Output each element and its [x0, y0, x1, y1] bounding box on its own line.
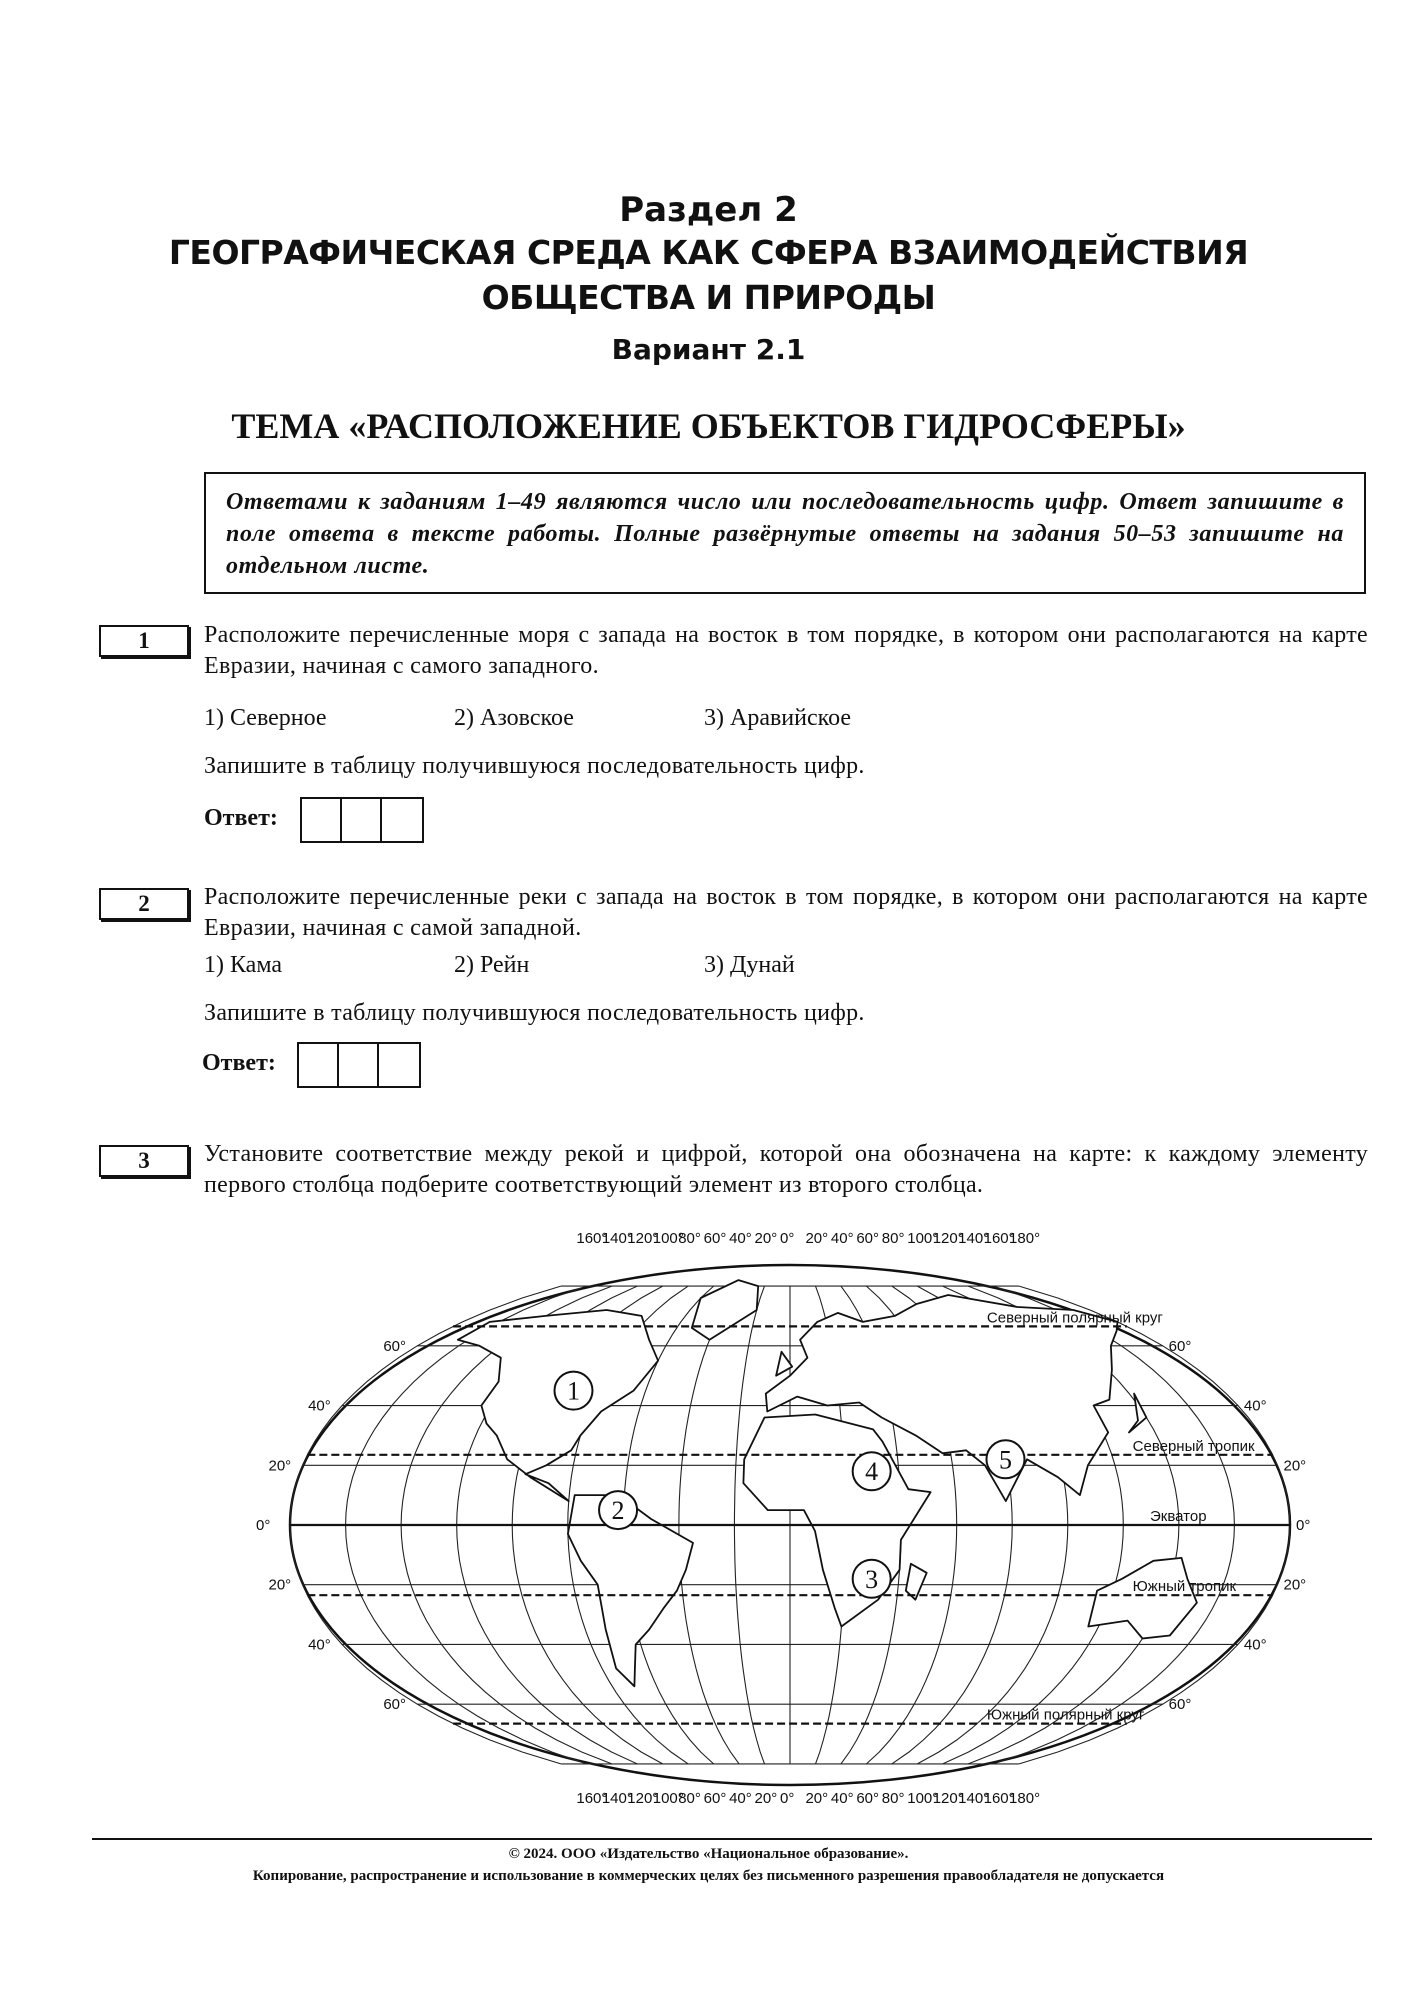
top-longitude-label: 120° [627, 1230, 659, 1247]
top-longitude-label: 40° [830, 1230, 854, 1247]
top-longitude-label: 160° [983, 1230, 1015, 1247]
bottom-longitude-label: 40° [830, 1790, 854, 1807]
answer-cell[interactable] [339, 1044, 379, 1086]
task-2-option-2: 2) Рейн [454, 952, 530, 978]
top-longitude-label: 160° [576, 1230, 608, 1247]
left-latitude-label: 0° [256, 1517, 271, 1534]
world-map-graphic [250, 1225, 1330, 1815]
top-longitude-label: 0° [780, 1230, 795, 1247]
arctic-circle-line-label: Северный полярный круг [986, 1309, 1163, 1327]
task-2-option-3: 3) Дунай [704, 952, 795, 978]
task-2-answer-field[interactable] [297, 1042, 421, 1088]
equator-line-label: Экватор [1150, 1508, 1207, 1525]
top-longitude-label: 60° [703, 1230, 727, 1247]
instructions-box: Ответами к заданиям 1–49 являются число или последовательность цифр. Ответ запишите в поле ответа в тексте работы. Полные развёрнутые ответы на задания 50–53 запишите на отдельном листе. [204, 472, 1366, 594]
world-map [250, 1225, 1330, 1815]
task-3-text: Установите соответствие между рекой и цифрой, которой она обозначена на карте: к каждому элементу первого столбца подберите соответствующий элемент из второго столбца. [204, 1141, 1368, 1198]
left-latitude-label: 20° [268, 1576, 292, 1594]
variant-label: Вариант 2.1 [611, 333, 806, 366]
right-latitude-label: 0° [1296, 1517, 1311, 1534]
antarctic-circle-line-label: Южный полярный круг [986, 1706, 1145, 1724]
topic-heading: ТЕМА «РАСПОЛОЖЕНИЕ ОБЪЕКТОВ ГИДРОСФЕРЫ» [231, 406, 1186, 446]
bottom-longitude-label: 120° [627, 1790, 659, 1807]
task-1-option-1: 1) Северное [204, 705, 327, 731]
answer-cell[interactable] [342, 799, 382, 841]
top-longitude-label: 20° [805, 1230, 829, 1247]
task-1-option-3: 3) Аравийское [704, 705, 852, 731]
left-latitude-label: 60° [383, 1696, 407, 1714]
bottom-longitude-label: 0° [780, 1790, 795, 1807]
bottom-longitude-label: 80° [678, 1790, 701, 1807]
top-longitude-label: 60° [856, 1230, 880, 1247]
bottom-longitude-label: 60° [703, 1790, 727, 1807]
top-longitude-label: 80° [678, 1230, 701, 1247]
australia-outline [1088, 1558, 1197, 1639]
left-latitude-label: 20° [268, 1457, 292, 1475]
section-title-line1: ГЕОГРАФИЧЕСКАЯ СРЕДА КАК СФЕРА ВЗАИМОДЕЙСТВИЯ [168, 233, 1249, 272]
bottom-longitude-label: 100° [907, 1790, 939, 1807]
task-number-2: 2 [99, 888, 189, 920]
top-longitude-label: 80° [881, 1230, 905, 1247]
footer-copyright: © 2024. ООО «Издательство «Национальное образование». [508, 1846, 909, 1862]
footer-notice: Копирование, распространение и использование в коммерческих целях без письменного разрешения правообладателя не допускается [252, 1868, 1165, 1884]
map-marker-2-label: 2 [611, 1496, 625, 1526]
map-marker-1-label: 1 [566, 1376, 580, 1406]
top-longitude-label: 140° [958, 1230, 990, 1247]
bottom-longitude-label: 20° [754, 1790, 778, 1807]
map-marker-5-label: 5 [998, 1445, 1012, 1475]
task-1-answer-label: Ответ: [204, 805, 278, 831]
right-latitude-label: 60° [1168, 1337, 1192, 1355]
bottom-longitude-label: 140° [958, 1790, 990, 1807]
footer-divider [92, 1838, 1372, 1840]
task-1-text: Расположите перечисленные моря с запада на восток в том порядке, в котором они располагаются на карте Евразии, начиная с самого западного. [204, 622, 1368, 679]
map-continents [458, 1280, 1197, 1686]
bottom-longitude-label: 40° [729, 1790, 752, 1807]
task-1-option-2: 2) Азовское [454, 705, 574, 731]
right-latitude-label: 60° [1168, 1696, 1192, 1714]
answer-cell[interactable] [379, 1044, 419, 1086]
bottom-longitude-label: 160° [983, 1790, 1015, 1807]
section-title-line2: ОБЩЕСТВА И ПРИРОДЫ [481, 278, 936, 317]
bottom-longitude-label: 60° [856, 1790, 880, 1807]
section-label: Раздел 2 [619, 190, 798, 230]
map-marker-3-label: 3 [865, 1564, 879, 1594]
top-longitude-label: 140° [601, 1230, 633, 1247]
right-latitude-label: 40° [1243, 1636, 1267, 1654]
top-longitude-label: 100° [907, 1230, 939, 1247]
task-1-instruction: Запишите в таблицу получившуюся последовательность цифр. [204, 753, 865, 779]
top-longitude-label: 40° [729, 1230, 752, 1247]
right-latitude-label: 20° [1283, 1457, 1307, 1475]
top-longitude-label: 120° [932, 1230, 964, 1247]
answer-cell[interactable] [302, 799, 342, 841]
task-number-3: 3 [99, 1145, 189, 1177]
bottom-longitude-label: 180° [1009, 1790, 1041, 1807]
left-latitude-label: 40° [308, 1397, 331, 1415]
tropic-south-line-label: Южный тропик [1132, 1578, 1237, 1596]
top-longitude-label: 100° [652, 1230, 684, 1247]
top-longitude-label: 20° [754, 1230, 778, 1247]
task-number-1: 1 [99, 625, 189, 657]
japan-outline [1129, 1394, 1146, 1433]
task-2-instruction: Запишите в таблицу получившуюся последовательность цифр. [204, 1000, 865, 1026]
bottom-longitude-label: 80° [881, 1790, 905, 1807]
bottom-longitude-label: 100° [652, 1790, 684, 1807]
task-2-answer-label: Ответ: [202, 1050, 276, 1076]
left-latitude-label: 60° [383, 1337, 407, 1355]
left-latitude-label: 40° [308, 1636, 331, 1654]
greenland-outline [692, 1280, 758, 1340]
task-2-option-1: 1) Кама [204, 952, 283, 978]
right-latitude-label: 40° [1243, 1397, 1267, 1415]
right-latitude-label: 20° [1283, 1576, 1307, 1594]
answer-cell[interactable] [382, 799, 422, 841]
bottom-longitude-label: 160° [576, 1790, 608, 1807]
answer-cell[interactable] [299, 1044, 339, 1086]
tropic-north-line-label: Северный тропик [1132, 1437, 1255, 1455]
bottom-longitude-label: 20° [805, 1790, 829, 1807]
bottom-longitude-label: 120° [932, 1790, 964, 1807]
bottom-longitude-label: 140° [601, 1790, 633, 1807]
task-1-answer-field[interactable] [300, 797, 424, 843]
task-2-text: Расположите перечисленные реки с запада на восток в том порядке, в котором они располагаются на карте Евразии, начиная с самой западной. [204, 884, 1368, 941]
top-longitude-label: 180° [1009, 1230, 1041, 1247]
map-marker-4-label: 4 [865, 1457, 879, 1487]
